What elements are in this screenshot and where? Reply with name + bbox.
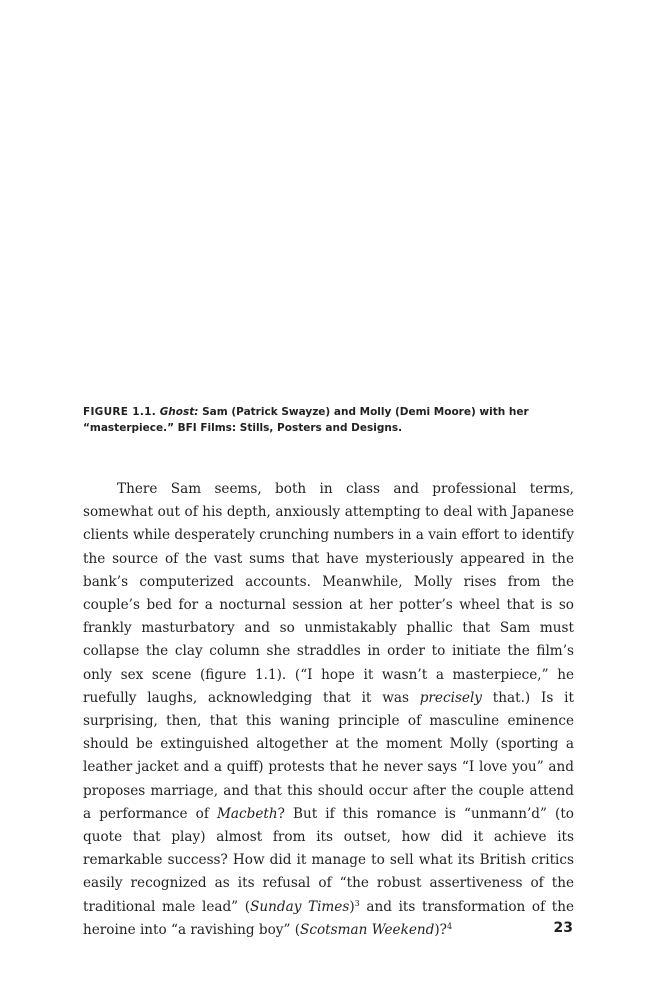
text-run: ) <box>349 898 355 915</box>
text-run: ? But if this romance is “unmann’d” (to quote that play) almost from its outset, how did it achieve its remarkable success? How did it manage to sell what its British critics easily recognized as its refusal of “the robust assertiveness of the traditional male lead” ( <box>83 805 574 915</box>
text-run: There Sam seems, both in class and professional terms, somewhat out of his depth, anxiously attempting to deal with Japanese clients while desperately crunching numbers in a vain effort to identify the source of the vast sums that have mysteriously appeared in the bank’s computerized accounts. Meanwhile, Molly rises from the couple’s bed for a nocturnal session at her potter’s wheel that is so frankly masturbatory and so unmistakably phallic that Sam must collapse the clay column she straddles in order to initiate the film’s only sex scene (figure 1.1). (“I hope it wasn’t a masterpiece,” he ruefully laughs, acknowledging that it was <box>83 481 574 706</box>
emphasis: Scotsman Weekend <box>300 921 435 938</box>
figure-image-area <box>83 40 573 380</box>
body-text <box>83 478 574 942</box>
footnote-ref[interactable]: 4 <box>446 921 453 931</box>
emphasis: Sunday Times <box>250 898 350 915</box>
emphasis: precisely <box>419 689 482 706</box>
page-number: 23 <box>553 920 573 936</box>
figure-caption-text: Sam (Patrick Swayze) and Molly (Demi Moore) with her “masterpiece.” BFI Films: Stills, Posters and Designs. <box>83 406 529 434</box>
figure-caption <box>83 404 583 436</box>
figure-title: Ghost: <box>159 406 199 418</box>
emphasis: Macbeth <box>216 805 278 822</box>
footnote-ref[interactable]: 3 <box>354 898 360 908</box>
text-run: and its transformation of the heroine into “a ravishing boy” ( <box>83 898 574 938</box>
text-run: that.) Is it surprising, then, that this waning principle of masculine eminence should be extinguished altogether at the moment Molly (sporting a leather jacket and a quiff) protests that he never says “I love you” and proposes marriage, and that this should occur after the couple attend a performance of <box>83 689 574 822</box>
figure-label: FIGURE 1.1. <box>83 406 157 418</box>
paragraph <box>83 478 574 942</box>
text-run: )? <box>434 921 447 938</box>
